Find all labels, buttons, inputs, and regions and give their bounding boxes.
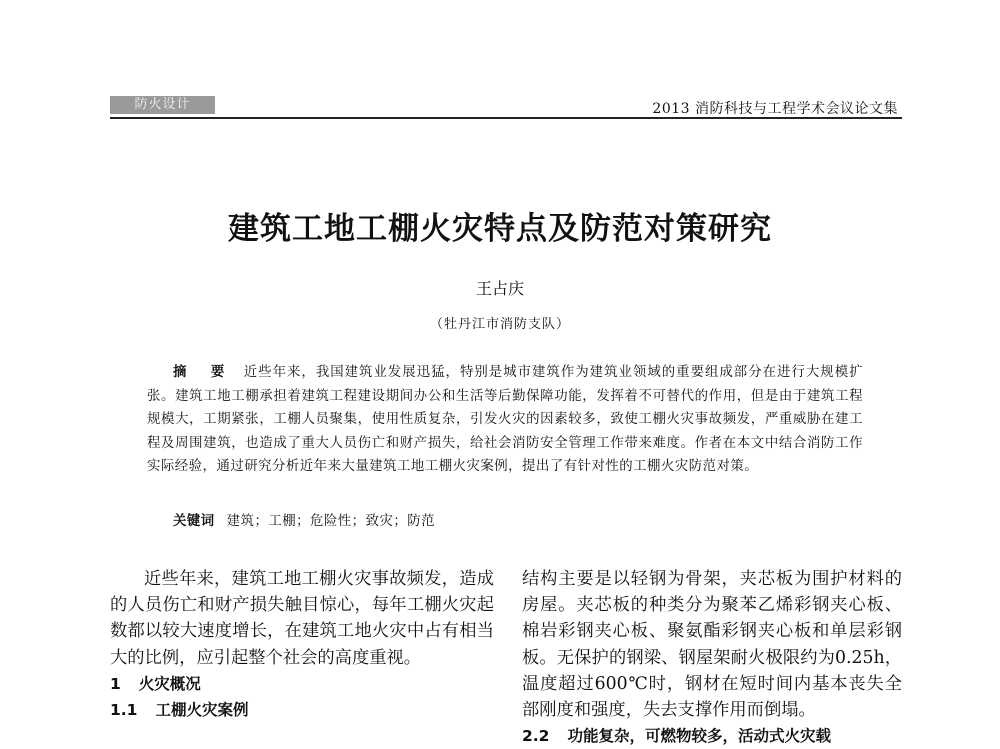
section-heading-1-1 bbox=[110, 697, 494, 723]
section-number: 1 bbox=[110, 674, 121, 693]
body-column-left bbox=[110, 566, 494, 723]
body-column-right bbox=[522, 566, 902, 749]
abstract bbox=[147, 361, 863, 479]
affiliation: （牡丹江市消防支队） bbox=[429, 317, 570, 332]
section-tag: 防火设计 bbox=[110, 96, 215, 114]
keywords-text: 建筑；工棚；危险性；致灾；防范 bbox=[226, 514, 436, 529]
structure-paragraph: 结构主要是以轻钢为骨架，夹芯板为围护材料的房屋。夹芯板的种类分为聚苯乙烯彩钢夹心板、棉岩彩钢夹心板、聚氨酯彩钢夹心板和单层彩钢板。无保护的钢梁、钢屋架耐火极限约为0.25h，温度超过600℃时，钢材在短时间内基本丧失全部刚度和强度，失去支撑作用而倒塌。 bbox=[522, 569, 902, 721]
section-title: 火灾概况 bbox=[138, 674, 201, 693]
section-title: 功能复杂，可燃物较多，活动式火灾载 bbox=[567, 727, 831, 746]
paper-title: 建筑工地工棚火灾特点及防范对策研究 bbox=[228, 211, 772, 247]
section-number: 1.1 bbox=[110, 701, 138, 720]
abstract-label: 摘 要 bbox=[173, 364, 230, 380]
section-number: 2.2 bbox=[522, 727, 550, 746]
section-title: 工棚火灾案例 bbox=[155, 701, 249, 720]
section-heading-1 bbox=[110, 671, 494, 697]
intro-paragraph: 近些年来，建筑工地工棚火灾事故频发，造成的人员伤亡和财产损失触目惊心，每年工棚火灾起数都以较大速度增长，在建筑工地火灾中占有相当大的比例，应引起整个社会的高度重视。 bbox=[110, 569, 494, 668]
abstract-text: 近些年来，我国建筑业发展迅猛，特别是城市建筑作为建筑业领域的重要组成部分在进行大规模扩张。建筑工地工棚承担着建筑工程建设期间办公和生活等后勤保障功能，发挥着不可替代的作用，但是由于建筑工程规模大，工期紧张，工棚人员聚集，使用性质复杂，引发火灾的因素较多，致使工棚火灾事故频发，严重威胁在建工程及周围建筑，也造成了重大人员伤亡和财产损失，给社会消防安全管理工作带来难度。作者在本文中结合消防工作实际经验，通过研究分析近年来大量建筑工地工棚火灾案例，提出了有针对性的工棚火灾防范对策。 bbox=[147, 365, 864, 474]
keywords bbox=[173, 510, 435, 529]
section-heading-2-2 bbox=[522, 723, 902, 749]
keywords-label: 关键词 bbox=[173, 513, 215, 529]
author-name: 王占庆 bbox=[475, 279, 524, 298]
running-head: 2013 消防科技与工程学术会议论文集 bbox=[652, 101, 898, 117]
header-rule bbox=[110, 117, 902, 119]
